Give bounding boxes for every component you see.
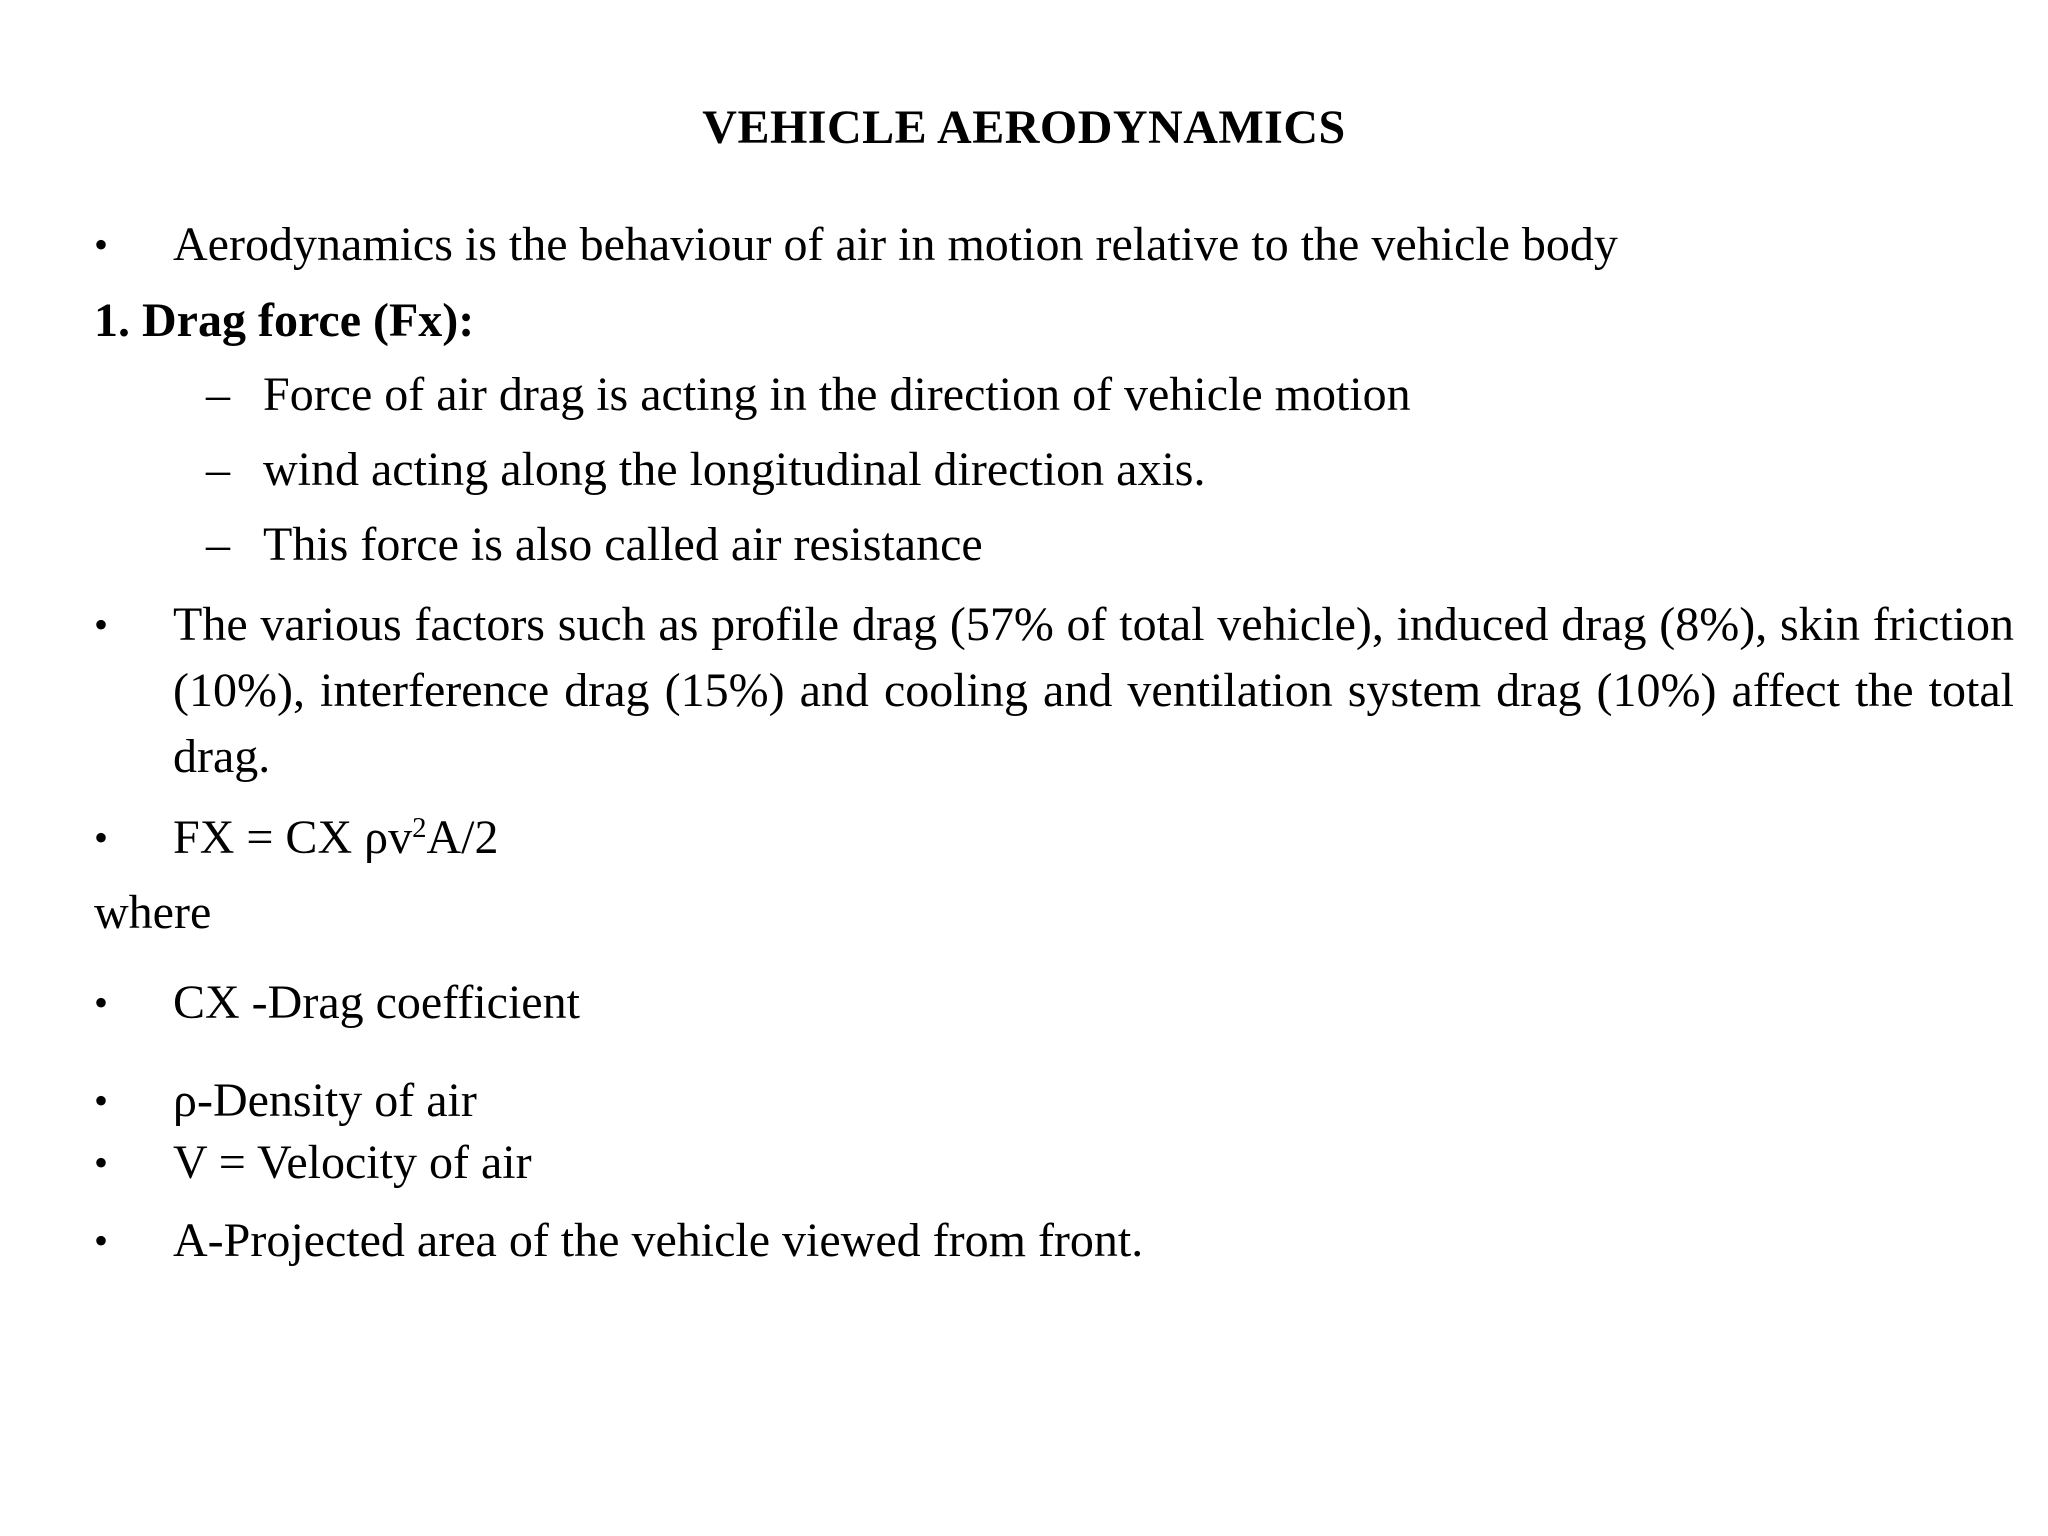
definition-item: A-Projected area of the vehicle viewed from front. <box>173 1214 1144 1267</box>
dash-icon: – <box>206 443 230 496</box>
dash-item: Force of air drag is acting in the direction of vehicle motion <box>263 368 1411 421</box>
bullet-icon: • <box>94 222 109 267</box>
bullet-icon: • <box>94 815 109 860</box>
dash-icon: – <box>206 518 230 571</box>
bullet-icon: • <box>94 1218 109 1263</box>
slide-title: VEHICLE AERODYNAMICS <box>702 101 1346 154</box>
bullet-icon: • <box>94 602 109 647</box>
formula-superscript: 2 <box>412 812 427 845</box>
intro-bullet-text: Aerodynamics is the behaviour of air in motion relative to the vehicle body <box>173 218 1618 271</box>
section-heading: 1. Drag force (Fx): <box>94 294 475 347</box>
dash-item: wind acting along the longitudinal direction axis. <box>263 443 1206 496</box>
bullet-icon: • <box>94 980 109 1025</box>
definition-item: V = Velocity of air <box>173 1136 532 1189</box>
bullet-icon: • <box>94 1140 109 1185</box>
dash-item: This force is also called air resistance <box>263 518 983 571</box>
definition-item: CX -Drag coefficient <box>173 976 580 1029</box>
formula-prefix: FX = CX ρv <box>173 811 413 864</box>
bullet-icon: • <box>94 1078 109 1123</box>
dash-icon: – <box>206 368 230 421</box>
definition-item: ρ-Density of air <box>173 1074 477 1127</box>
where-label: where <box>94 886 212 939</box>
drag-formula <box>173 805 498 871</box>
formula-suffix: A/2 <box>426 811 499 864</box>
factors-paragraph: The various factors such as profile drag (57% of total vehicle), induced drag (8%), skin friction (10%), interference drag (15%) and cooling and ventilation system drag (10%) affect the total drag. <box>173 598 2014 783</box>
